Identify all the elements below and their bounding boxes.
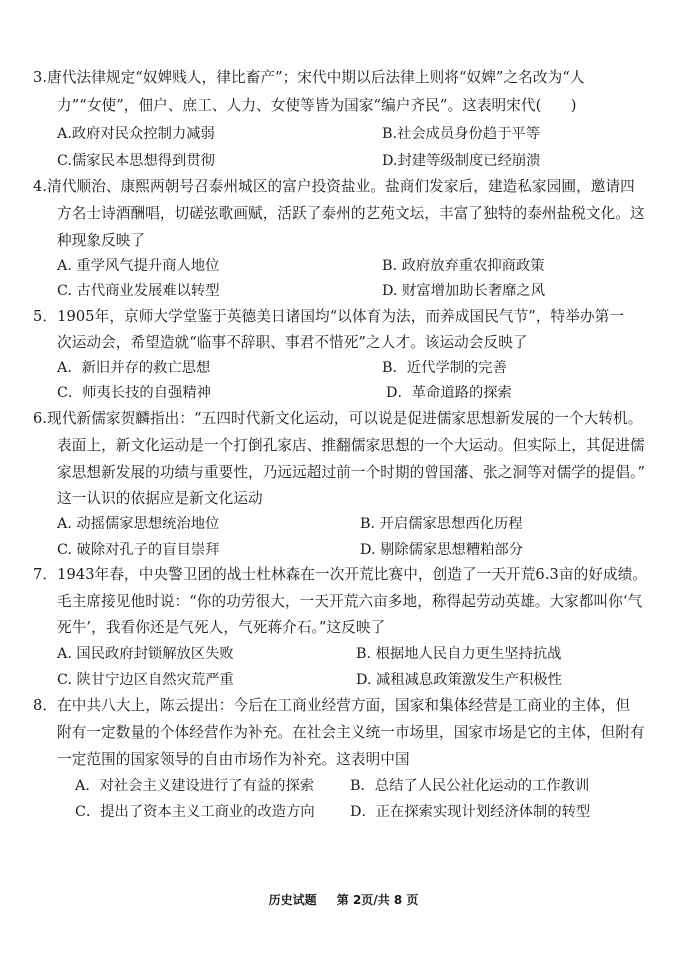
question-5-option-a: A．新旧并存的救亡思想	[57, 360, 211, 376]
question-3-option-c: C.儒家民本思想得到贯彻	[57, 153, 215, 169]
question-4-stem-line-3: 种现象反映了	[57, 232, 146, 249]
question-5-stem-line-2: 次运动会，希望造就“临事不辞职、事君不惜死”之人才。该运动会反映了	[57, 334, 528, 351]
question-7-stem-line-3: 死牛’，我看你还是气死人，气死蒋介石。”这反映了	[57, 619, 386, 636]
question-5-option-d: D．革命道路的探索	[386, 385, 512, 401]
question-6-option-d: D. 剔除儒家思想糟粕部分	[360, 542, 524, 558]
question-6-stem-line-2: 表面上，新文化运动是一个打倒孔家店、推翻儒家思想的一个大运动。但实际上，其促进儒	[57, 437, 645, 454]
question-7-stem-line-1: 7．1943年春，中央警卫团的战士杜林森在一次开荒比赛中，创造了一天开荒6.3亩的好成绩。	[33, 566, 648, 583]
question-4-option-c: C. 古代商业发展难以转型	[57, 283, 220, 299]
question-4-stem-line-2: 方名士诗酒酬唱，切磋弦歌画赋，活跃了泰州的艺苑文坛，丰富了独特的泰州盐税文化。这	[57, 205, 645, 222]
question-4-option-a: A. 重学风气提升商人地位	[57, 258, 220, 274]
question-6-stem-line-3: 家思想新发展的功绩与重要性，乃远远超过前一个时期的曾国藩、张之洞等对儒学的提倡。”	[57, 464, 646, 481]
footer-page-number: 第 2页/共 8 页	[336, 893, 419, 907]
question-3-stem-line-2: 力”“女使”，佃户、庶工、人力、女使等皆为国家“编户齐民”。这表明宋代( )	[57, 97, 577, 114]
question-5-option-c: C．师夷长技的自强精神	[57, 385, 211, 401]
question-6-option-c: C. 破除对孔子的盲目崇拜	[57, 542, 220, 558]
question-4-option-b: B. 政府放弃重农抑商政策	[382, 258, 545, 274]
question-6-stem-line-1: 6.现代新儒家贺麟指出：“五四时代新文化运动，可以说是促进儒家思想新发展的一个大转机。	[33, 410, 643, 427]
question-7-stem-line-2: 毛主席接见他时说：“你的功劳很大，一天开荒六亩多地，称得起劳动英雄。大家都叫你‘气	[57, 593, 643, 610]
question-8-option-b: B．总结了人民公社化运动的工作教训	[350, 778, 590, 794]
question-7-option-d: D. 减租减息政策激发生产积极性	[356, 672, 562, 688]
question-4-option-d: D. 财富增加助长奢靡之风	[382, 283, 546, 299]
question-4-stem-line-1: 4.清代顺治、康熙两朝号召泰州城区的富户投资盐业。盐商们发家后，建造私家园圃，邀请四	[33, 178, 635, 195]
question-8-option-d: D．正在探索实现计划经济体制的转型	[350, 804, 591, 820]
page-footer	[0, 891, 687, 908]
question-5-stem-line-1: 5．1905年，京师大学堂鉴于英德美日诸国均“以体育为法，而养成国民气节”，特举办第一	[33, 308, 625, 325]
question-8-option-c: C．提出了资本主义工商业的改造方向	[75, 804, 315, 820]
question-8-option-a: A．对社会主义建设进行了有益的探索	[75, 778, 315, 794]
question-3-stem-line-1: 3.唐代法律规定“奴婢贱人，律比畜产”；宋代中期以后法律上则将“奴婢”之名改为“人	[33, 69, 585, 86]
question-6-stem-line-4: 这一认识的依据应是新文化运动	[57, 490, 263, 507]
question-5-option-b: B．近代学制的完善	[382, 360, 507, 376]
question-3-option-a: A.政府对民众控制力减弱	[57, 126, 215, 142]
question-8-stem-line-1: 8．在中共八大上，陈云提出：今后在工商业经营方面，国家和集体经营是工商业的主体，但	[33, 697, 631, 714]
question-8-stem-line-2: 附有一定数量的个体经营作为补充。在社会主义统一市场里，国家市场是它的主体，但附有	[57, 724, 645, 741]
question-8-stem-line-3: 一定范围的国家领导的自由市场作为补充。这表明中国	[57, 751, 410, 768]
question-7-option-b: B. 根据地人民自力更生坚持抗战	[356, 646, 562, 662]
question-7-option-c: C. 陕甘宁边区自然灾荒严重	[57, 672, 234, 688]
question-3-option-b: B.社会成员身份趋于平等	[382, 126, 541, 142]
question-3-option-d: D.封建等级制度已经崩溃	[382, 153, 541, 169]
footer-subject: 历史试题	[268, 893, 317, 907]
question-6-option-b: B. 开启儒家思想西化历程	[360, 516, 523, 532]
question-7-option-a: A. 国民政府封锁解放区失败	[57, 646, 234, 662]
question-6-option-a: A. 动摇儒家思想统治地位	[57, 516, 220, 532]
